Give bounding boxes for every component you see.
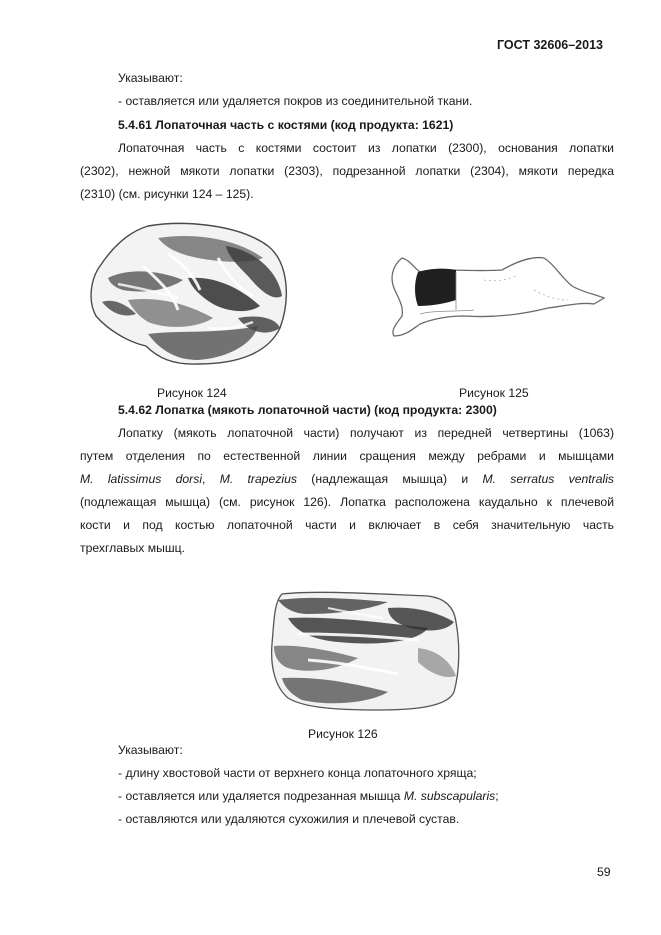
- bullet2-end: ;: [495, 789, 499, 803]
- figure-124-image: [88, 218, 293, 368]
- latin-term-serratus: M. serratus ventralis: [482, 472, 614, 486]
- figure-126-image: [268, 588, 464, 712]
- sec562-line-2: путем отделения по естественной линии сращения между ребрами и мышцами: [80, 449, 614, 463]
- sec561-line-1: Лопаточная часть с костями состоит из лопатки (2300), основания лопатки: [118, 141, 614, 155]
- sec562-line-5: кости и под костью лопаточной части и включает в себя значительную часть: [80, 518, 614, 532]
- section-title-5461: 5.4.61 Лопаточная часть с костями (код продукта: 1621): [118, 118, 454, 132]
- sec561-line-2: (2302), нежной мякоти лопатки (2303), подрезанной лопатки (2304), мякоти передка: [80, 164, 614, 178]
- figure-125-caption: Рисунок 125: [459, 386, 529, 400]
- bullet-tendons-joint: - оставляются или удаляются сухожилия и плечевой сустав.: [118, 812, 460, 826]
- figure-125-diagram: [384, 250, 606, 340]
- sec562-line-1: Лопатку (мякоть лопаточной части) получают из передней четвертины (1063): [118, 426, 614, 440]
- bullet2-text: - оставляется или удаляется подрезанная мышца: [118, 789, 404, 803]
- latin-term-subscapularis: M. subscapularis: [403, 789, 496, 803]
- doc-code: ГОСТ 32606–2013: [497, 38, 603, 52]
- indicate-label-2: Указывают:: [118, 743, 183, 757]
- bullet-connective-tissue: - оставляется или удаляется покров из соединительной ткани.: [118, 94, 473, 108]
- bullet-subscapularis: [118, 788, 499, 804]
- bullet-tail-length: - длину хвостовой части от верхнего конца лопаточного хряща;: [118, 766, 477, 780]
- sec561-line-3: (2310) (см. рисунки 124 – 125).: [80, 187, 254, 201]
- figure-124-caption: Рисунок 124: [157, 386, 227, 400]
- sec562-line-3: [80, 471, 614, 487]
- sec562-line-6: трехглавых мышц.: [80, 541, 186, 555]
- indicate-label: Указывают:: [118, 71, 183, 85]
- latin-term-latissimus: M. latissimus dorsi: [80, 472, 203, 486]
- figure-126-caption: Рисунок 126: [308, 727, 378, 741]
- line3-sep-2: (надлежащая мышца) и: [297, 472, 483, 486]
- section-title-5462: 5.4.62 Лопатка (мякоть лопаточной части) (код продукта: 2300): [118, 403, 497, 417]
- sec562-line-4: (подлежащая мышца) (см. рисунок 126). Лопатка расположена каудально к плечевой: [80, 495, 614, 509]
- latin-term-trapezius: M. trapezius: [219, 472, 297, 486]
- line3-sep-1: ,: [202, 472, 220, 486]
- page-number: 59: [597, 865, 611, 879]
